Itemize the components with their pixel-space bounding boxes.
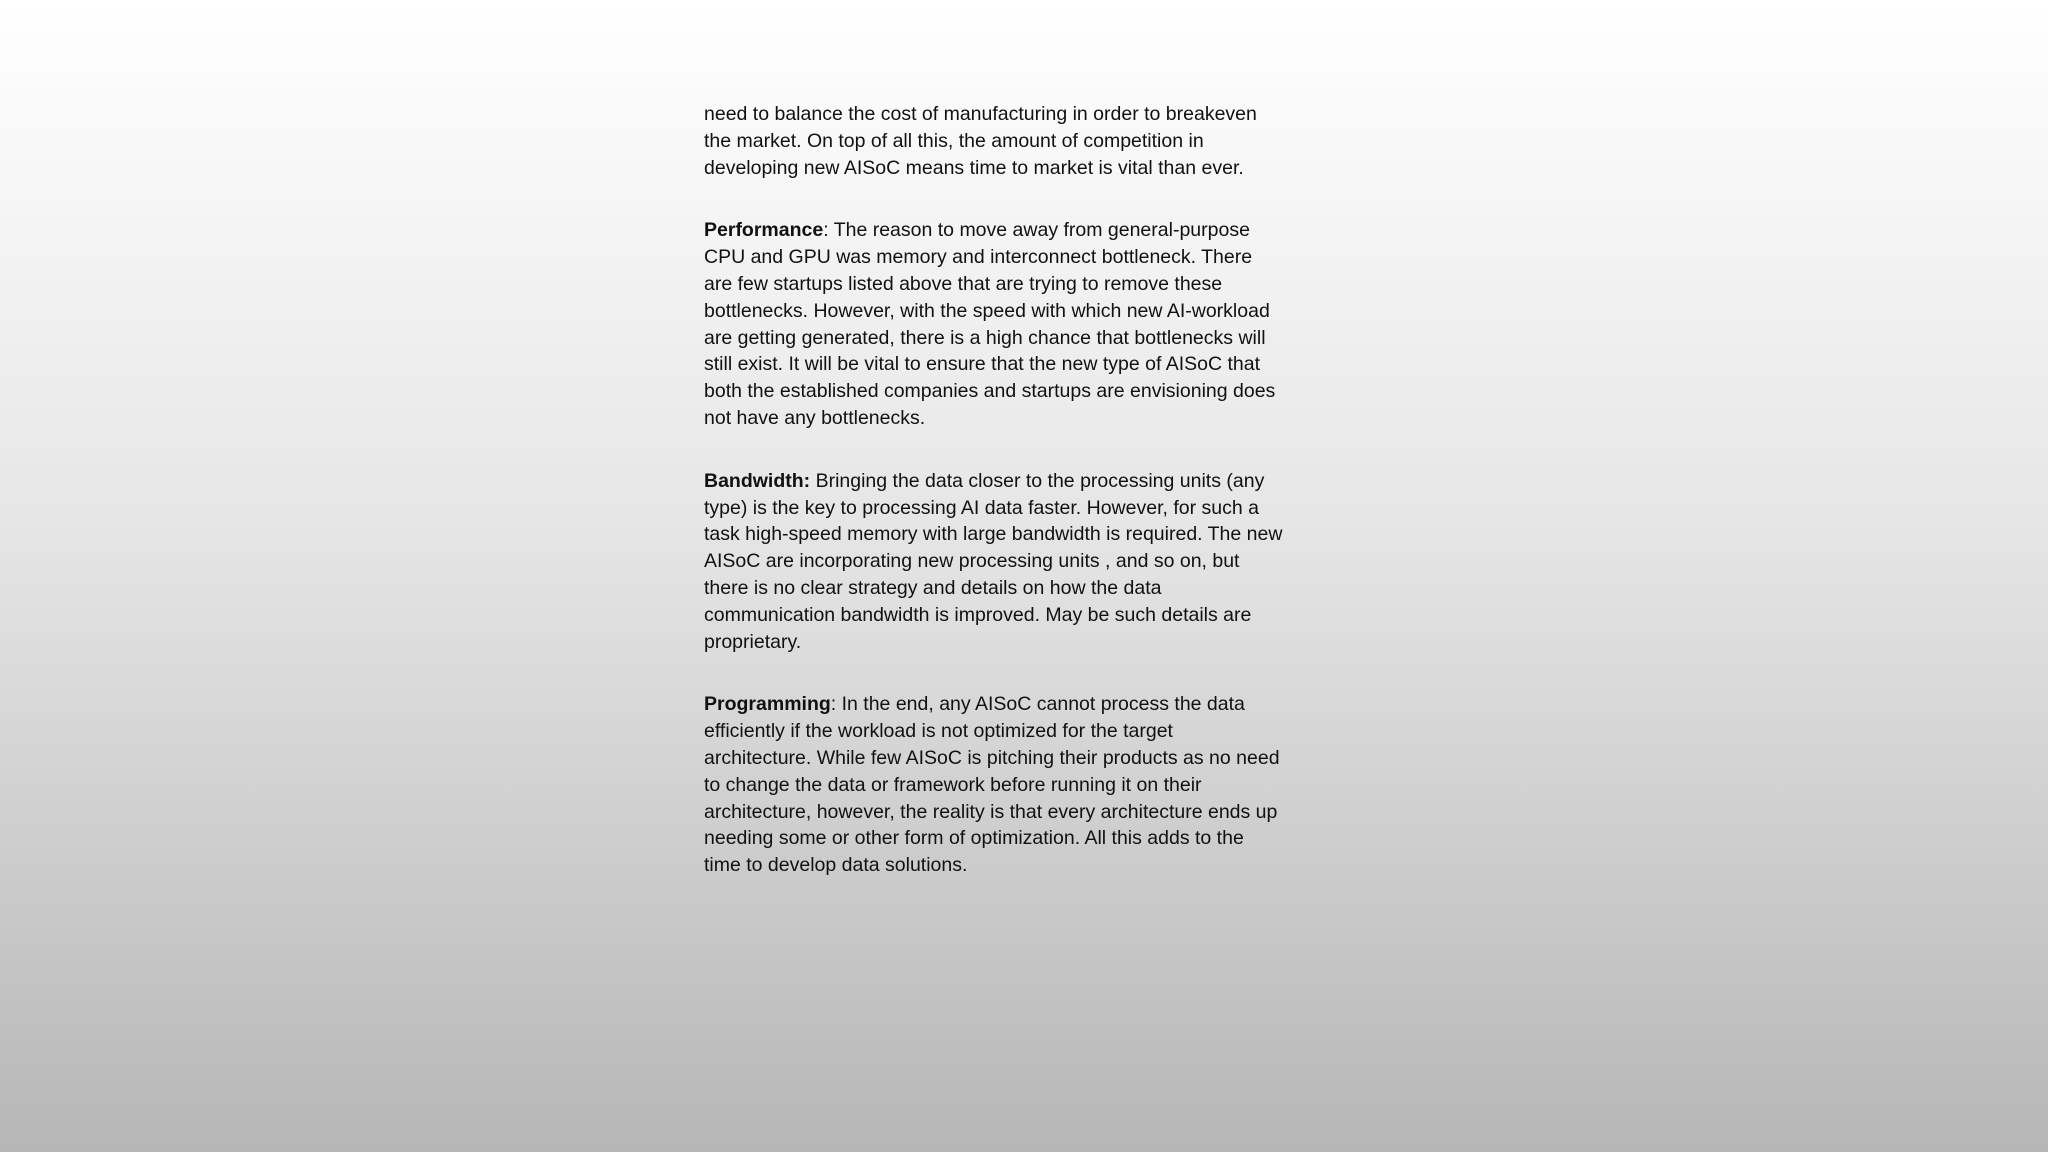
paragraph-body: : In the end, any AISoC cannot process the data efficiently if the workload is not optimized for the target architecture. While few AISoC is pitching their products as no need to change the data or framework before running it on their architecture, however, the reality is that every architecture ends up needing some or other form of optimization. All this adds to the time to develop data solutions. — [704, 693, 1280, 877]
paragraph-body: Bringing the data closer to the processing units (any type) is the key to processing AI data faster. However, for such a task high-speed memory with large bandwidth is required. The new AISoC are incorporating new processing units , and so on, but there is no clear strategy and details on how the data communication bandwidth is improved. May be such details are proprietary. — [704, 469, 1283, 653]
paragraph-bandwidth — [704, 468, 1284, 656]
paragraph-term: Bandwidth: — [704, 469, 811, 492]
text-column — [704, 101, 1284, 915]
paragraph-body: need to balance the cost of manufacturing in order to breakeven the market. On top of all this, the amount of competition in developing new AISoC means time to market is vital than ever. — [704, 103, 1257, 179]
paragraph-programming — [704, 691, 1284, 879]
paragraph-performance — [704, 217, 1284, 431]
paragraph-body: : The reason to move away from general-purpose CPU and GPU was memory and interconnect bottleneck. There are few startups listed above that are trying to remove these bottlenecks. However, with the speed with which new AI-workload are getting generated, there is a high chance that bottlenecks will still exist. It will be vital to ensure that the new type of AISoC that both the established companies and startups are envisioning does not have any bottlenecks. — [704, 219, 1276, 429]
paragraph-term: Performance — [704, 219, 824, 242]
paragraph-intro — [704, 101, 1284, 181]
paragraph-term: Programming — [704, 693, 831, 716]
